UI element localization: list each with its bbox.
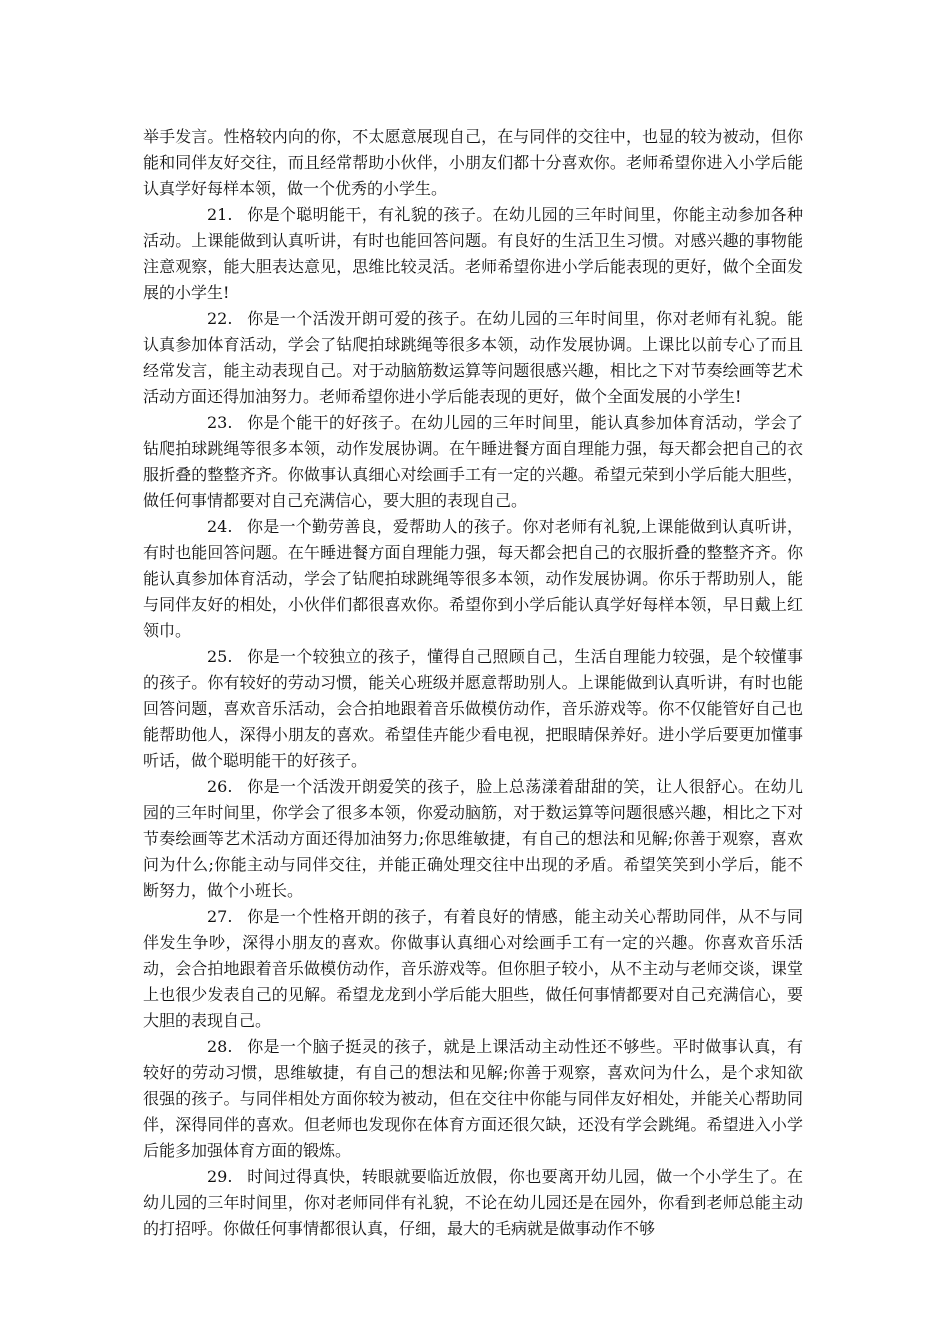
- paragraph-number: 23.: [207, 413, 233, 432]
- paragraph-text: 你是一个性格开朗的孩子，有着良好的情感，能主动关心帮助同伴，从不与同伴发生争吵，深得小朋友的喜欢。你做事认真细心对绘画手工有一定的兴趣。你喜欢音乐活动，会合拍地跟着音乐做模仿动作，音乐游戏等。但你胆子较小，从不主动与老师交谈，课堂上也很少发表自己的见解。希望龙龙到小学后能大胆些，做任何事情都要对自己充满信心，要大胆的表现自己。: [143, 907, 803, 1030]
- paragraph-text: 你是一个较独立的孩子，懂得自己照顾自己，生活自理能力较强，是个较懂事的孩子。你有较好的劳动习惯，能关心班级并愿意帮助别人。上课能做到认真听讲，有时也能回答问题，喜欢音乐活动，会合拍地跟着音乐做模仿动作，音乐游戏等。你不仅能管好自己也能帮助他人，深得小朋友的喜欢。希望佳卉能少看电视，把眼睛保养好。进小学后要更加懂事听话，做个聪明能干的好孩子。: [143, 647, 803, 770]
- paragraph-22: [143, 306, 803, 410]
- paragraph-27: [143, 904, 803, 1034]
- paragraph-text: 你是一个活泼开朗可爱的孩子。在幼儿园的三年时间里，你对老师有礼貌。能认真参加体育活动，学会了钻爬拍球跳绳等很多本领，动作发展协调。上课比以前专心了而且经常发言，能主动表现自己。对于动脑筋数运算等问题很感兴趣，相比之下对节奏绘画等艺术活动方面还得加油努力。老师希望你进小学后能表现的更好，做个全面发展的小学生!: [143, 309, 803, 406]
- paragraph-29: [143, 1164, 803, 1242]
- paragraph-24: [143, 514, 803, 644]
- paragraph-text: 你是一个脑子挺灵的孩子，就是上课活动主动性还不够些。平时做事认真，有较好的劳动习惯，思维敏捷，有自己的想法和见解;你善于观察，喜欢问为什么，是个求知欲很强的孩子。与同伴相处方面你较为被动，但在交往中你能与同伴友好相处，并能关心帮助同伴，深得同伴的喜欢。但老师也发现你在体育方面还很欠缺，还没有学会跳绳。希望进入小学后能多加强体育方面的锻炼。: [143, 1037, 803, 1160]
- paragraph-26: [143, 774, 803, 904]
- paragraph-text: 你是一个勤劳善良，爱帮助人的孩子。你对老师有礼貌,上课能做到认真听讲，有时也能回答问题。在午睡进餐方面自理能力强，每天都会把自己的衣服折叠的整整齐齐。你能认真参加体育活动，学会了钻爬拍球跳绳等很多本领，动作发展协调。你乐于帮助别人，能与同伴友好的相处，小伙伴们都很喜欢你。希望你到小学后能认真学好每样本领，早日戴上红领巾。: [143, 517, 803, 640]
- paragraph-text: 你是一个活泼开朗爱笑的孩子，脸上总荡漾着甜甜的笑，让人很舒心。在幼儿园的三年时间里，你学会了很多本领，你爱动脑筋，对于数运算等问题很感兴趣，相比之下对节奏绘画等艺术活动方面还得加油努力;你思维敏捷，有自己的想法和见解;你善于观察，喜欢问为什么;你能主动与同伴交往，并能正确处理交往中出现的矛盾。希望笑笑到小学后，能不断努力，做个小班长。: [143, 777, 803, 900]
- paragraph-number: 21.: [207, 205, 233, 224]
- paragraph-number: 27.: [207, 907, 233, 926]
- document-page: [143, 124, 803, 1242]
- paragraph-28: [143, 1034, 803, 1164]
- paragraph-number: 26.: [207, 777, 233, 796]
- paragraph-text: 你是个能干的好孩子。在幼儿园的三年时间里，能认真参加体育活动，学会了钻爬拍球跳绳等很多本领，动作发展协调。在午睡进餐方面自理能力强，每天都会把自己的衣服折叠的整整齐齐。你做事认真细心对绘画手工有一定的兴趣。希望元荣到小学后能大胆些，做任何事情都要对自己充满信心，要大胆的表现自己。: [143, 413, 803, 510]
- paragraph-23: [143, 410, 803, 514]
- paragraph-number: 22.: [207, 309, 233, 328]
- paragraph-25: [143, 644, 803, 774]
- paragraph-number: 24.: [207, 517, 233, 536]
- paragraph-number: 28.: [207, 1037, 233, 1056]
- paragraph-text: 你是个聪明能干，有礼貌的孩子。在幼儿园的三年时间里，你能主动参加各种活动。上课能做到认真听讲，有时也能回答问题。有良好的生活卫生习惯。对感兴趣的事物能注意观察，能大胆表达意见，思维比较灵活。老师希望你进小学后能表现的更好，做个全面发展的小学生!: [143, 205, 803, 302]
- paragraph-21: [143, 202, 803, 306]
- paragraph-text: 举手发言。性格较内向的你，不太愿意展现自己，在与同伴的交往中，也显的较为被动，但你能和同伴友好交往，而且经常帮助小伙伴，小朋友们都十分喜欢你。老师希望你进入小学后能认真学好每样本领，做一个优秀的小学生。: [143, 127, 803, 198]
- paragraph-number: 25.: [207, 647, 233, 666]
- paragraph-number: 29.: [207, 1167, 233, 1186]
- paragraph-text: 时间过得真快，转眼就要临近放假，你也要离开幼儿园，做一个小学生了。在幼儿园的三年时间里，你对老师同伴有礼貌，不论在幼儿园还是在园外，你看到老师总能主动的打招呼。你做任何事情都很认真，仔细，最大的毛病就是做事动作不够: [143, 1167, 803, 1238]
- paragraph-continued: [143, 124, 803, 202]
